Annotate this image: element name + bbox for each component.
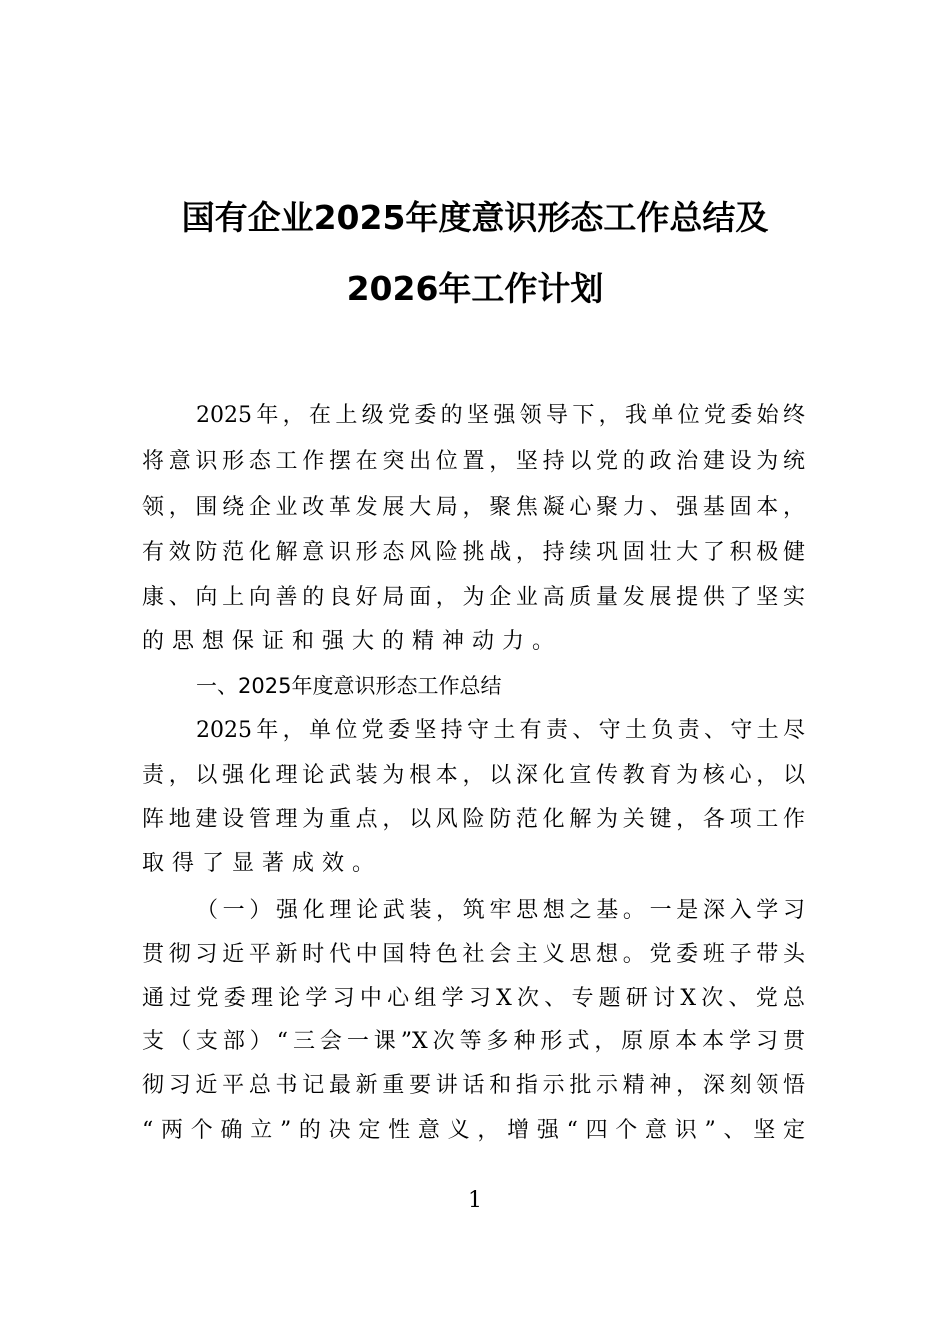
paragraph-line: 康、向上向善的良好局面，为企业高质量发展提供了坚实	[142, 585, 805, 610]
paragraph-line: 取得了显著成效。	[142, 851, 383, 876]
paragraph-line: 支（支部）“三会一课”X次等多种形式，原原本本学习贯	[142, 1029, 805, 1054]
paragraph-line: 2025年，在上级党委的坚强领导下，我单位党委始终	[196, 403, 805, 428]
paragraph-line: 的思想保证和强大的精神动力。	[142, 629, 563, 654]
paragraph-line: 彻习近平总书记最新重要讲话和指示批示精神，深刻领悟	[142, 1073, 805, 1098]
paragraph-line: 阵地建设管理为重点，以风险防范化解为关键，各项工作	[142, 807, 805, 832]
paragraph-line: 责，以强化理论武装为根本，以深化宣传教育为核心，以	[142, 763, 805, 788]
paragraph-line: （一）强化理论武装，筑牢思想之基。一是深入学习	[196, 898, 805, 923]
paragraph-line: “两个确立”的决定性意义，增强“四个意识”、坚定	[142, 1118, 805, 1143]
paragraph-line: 贯彻习近平新时代中国特色社会主义思想。党委班子带头	[142, 942, 805, 967]
paragraph-line: 通过党委理论学习中心组学习X次、专题研讨X次、党总	[142, 986, 805, 1011]
document-title-line-1: 国有企业2025年度意识形态工作总结及	[181, 198, 769, 237]
page-number: 1	[468, 1188, 482, 1213]
paragraph-line: 领，围绕企业改革发展大局，聚焦凝心聚力、强基固本，	[142, 495, 805, 520]
section-heading: 一、2025年度意识形态工作总结	[196, 674, 502, 698]
paragraph-line: 将意识形态工作摆在突出位置，坚持以党的政治建设为统	[142, 449, 805, 474]
paragraph-line: 有效防范化解意识形态风险挑战，持续巩固壮大了积极健	[142, 540, 805, 565]
document-title-line-2: 2026年工作计划	[346, 269, 604, 308]
paragraph-line: 2025年，单位党委坚持守土有责、守土负责、守土尽	[196, 718, 805, 743]
